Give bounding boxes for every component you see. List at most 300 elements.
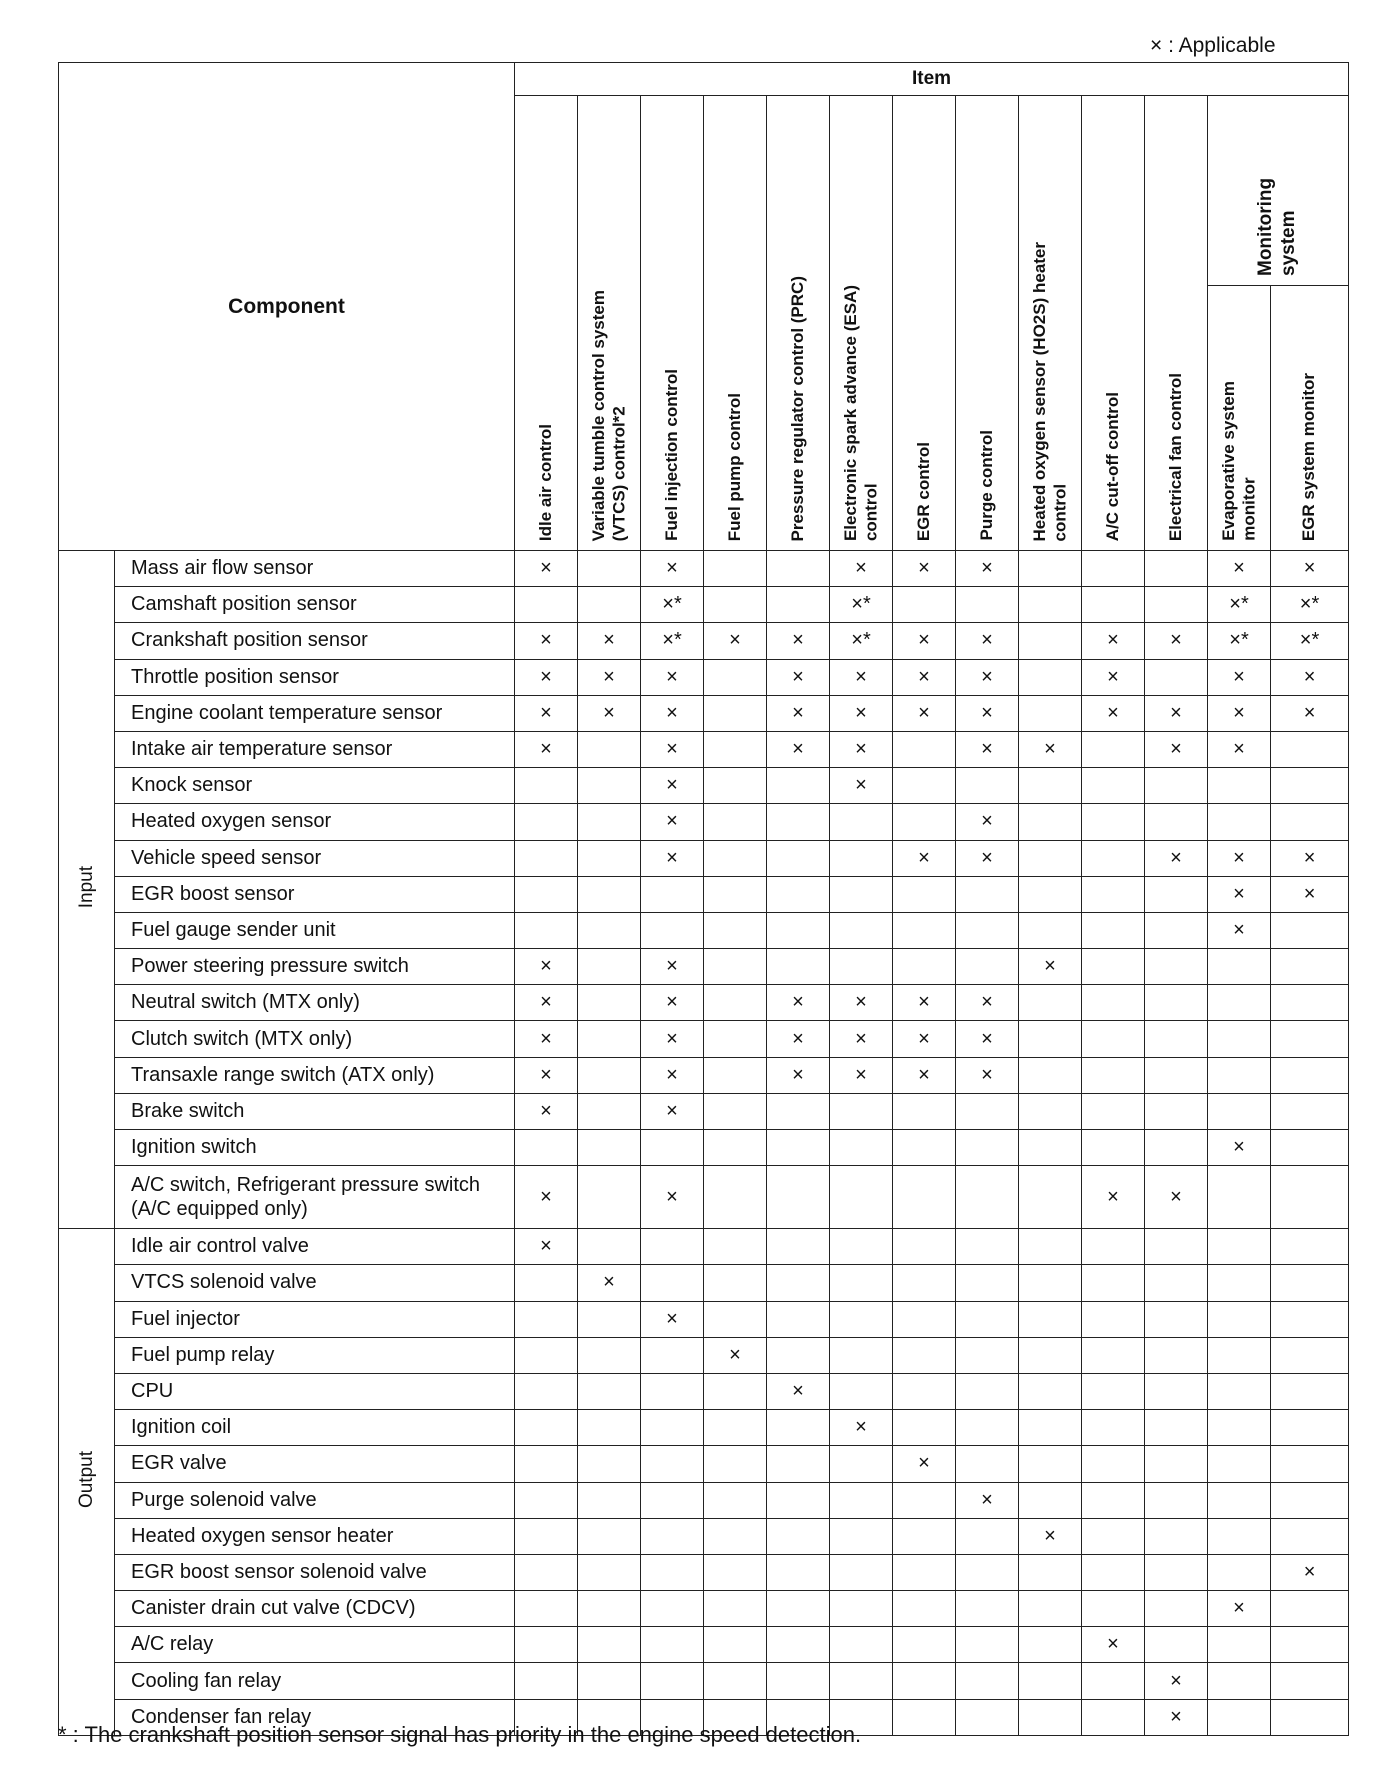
applicability-cell bbox=[956, 1591, 1019, 1627]
applicability-cell: × bbox=[830, 731, 893, 767]
applicability-cell bbox=[1208, 1518, 1271, 1554]
applicability-cell: × bbox=[1208, 912, 1271, 948]
applicability-cell bbox=[893, 912, 956, 948]
applicability-cell bbox=[830, 1373, 893, 1409]
group-label: Input bbox=[75, 865, 97, 909]
applicability-cell bbox=[1145, 1446, 1208, 1482]
applicability-cell bbox=[1145, 659, 1208, 695]
applicability-cell bbox=[1019, 1301, 1082, 1337]
table-row bbox=[59, 1663, 1349, 1699]
applicability-cell bbox=[515, 1554, 578, 1590]
applicability-cell bbox=[1019, 1373, 1082, 1409]
applicability-cell bbox=[1208, 949, 1271, 985]
applicability-cell bbox=[641, 1229, 704, 1265]
applicability-cell bbox=[1082, 1591, 1145, 1627]
applicability-cell bbox=[704, 1021, 767, 1057]
applicability-cell bbox=[956, 1337, 1019, 1373]
applicability-cell bbox=[956, 912, 1019, 948]
column-header-label: A/C cut-off control bbox=[1102, 391, 1122, 541]
applicability-cell bbox=[956, 1093, 1019, 1129]
table-header bbox=[59, 63, 1349, 551]
applicability-cell: × bbox=[893, 1021, 956, 1057]
applicability-cell bbox=[1271, 1410, 1349, 1446]
component-name: Heated oxygen sensor heater bbox=[115, 1518, 515, 1554]
table-row bbox=[59, 1482, 1349, 1518]
applicability-cell bbox=[1145, 1229, 1208, 1265]
applicability-cell bbox=[1271, 804, 1349, 840]
component-name: VTCS solenoid valve bbox=[115, 1265, 515, 1301]
applicability-cell: × bbox=[1082, 623, 1145, 659]
applicability-cell bbox=[1019, 623, 1082, 659]
applicability-cell bbox=[1271, 1627, 1349, 1663]
column-header bbox=[767, 96, 830, 551]
applicability-cell: × bbox=[1271, 1554, 1349, 1590]
applicability-cell: ×* bbox=[1271, 587, 1349, 623]
applicability-cell bbox=[578, 587, 641, 623]
applicability-cell bbox=[1145, 985, 1208, 1021]
table-row bbox=[59, 1130, 1349, 1166]
applicability-cell: × bbox=[1145, 731, 1208, 767]
applicability-cell bbox=[1145, 1591, 1208, 1627]
applicability-cell: × bbox=[893, 623, 956, 659]
applicability-cell: × bbox=[515, 985, 578, 1021]
component-name: Fuel gauge sender unit bbox=[115, 912, 515, 948]
applicability-cell: × bbox=[830, 1021, 893, 1057]
applicability-cell bbox=[1019, 1057, 1082, 1093]
applicability-cell: × bbox=[1145, 623, 1208, 659]
component-name: EGR boost sensor bbox=[115, 876, 515, 912]
table-row bbox=[59, 876, 1349, 912]
monitoring-system-header bbox=[1208, 96, 1349, 286]
applicability-cell: × bbox=[767, 731, 830, 767]
column-header bbox=[1145, 96, 1208, 551]
applicability-cell bbox=[704, 1554, 767, 1590]
component-name: Brake switch bbox=[115, 1093, 515, 1129]
applicability-cell: ×* bbox=[1271, 623, 1349, 659]
applicability-cell bbox=[515, 804, 578, 840]
table-row bbox=[59, 695, 1349, 731]
column-header bbox=[641, 96, 704, 551]
table-row bbox=[59, 1021, 1349, 1057]
applicability-cell: ×* bbox=[641, 587, 704, 623]
applicability-cell bbox=[515, 1627, 578, 1663]
applicability-cell bbox=[767, 1301, 830, 1337]
applicability-cell bbox=[1145, 551, 1208, 587]
applicability-cell bbox=[1019, 1554, 1082, 1590]
applicability-cell bbox=[515, 876, 578, 912]
applicability-cell: × bbox=[641, 731, 704, 767]
applicability-cell bbox=[893, 1518, 956, 1554]
applicability-cell bbox=[515, 1337, 578, 1373]
applicability-cell bbox=[1019, 1410, 1082, 1446]
applicability-cell bbox=[1271, 1265, 1349, 1301]
applicability-cell: × bbox=[578, 659, 641, 695]
applicability-cell bbox=[1208, 1373, 1271, 1409]
applicability-cell bbox=[1019, 1446, 1082, 1482]
applicability-cell bbox=[830, 1130, 893, 1166]
applicability-cell bbox=[956, 1627, 1019, 1663]
applicability-cell bbox=[641, 1446, 704, 1482]
applicability-cell bbox=[830, 876, 893, 912]
applicability-cell bbox=[893, 1554, 956, 1590]
applicability-cell bbox=[704, 1518, 767, 1554]
table-row bbox=[59, 1410, 1349, 1446]
applicability-cell bbox=[1208, 1166, 1271, 1229]
applicability-cell bbox=[893, 1301, 956, 1337]
column-header bbox=[515, 96, 578, 551]
applicability-cell bbox=[767, 1093, 830, 1129]
applicability-cell: × bbox=[893, 840, 956, 876]
component-name: A/C relay bbox=[115, 1627, 515, 1663]
applicability-cell: × bbox=[956, 1482, 1019, 1518]
applicability-cell bbox=[704, 587, 767, 623]
component-name: EGR valve bbox=[115, 1446, 515, 1482]
applicability-cell bbox=[956, 949, 1019, 985]
applicability-cell: × bbox=[1019, 949, 1082, 985]
table-row bbox=[59, 1265, 1349, 1301]
applicability-cell: × bbox=[641, 1021, 704, 1057]
applicability-cell: × bbox=[1208, 1130, 1271, 1166]
applicability-cell bbox=[767, 587, 830, 623]
applicability-cell bbox=[956, 1663, 1019, 1699]
applicability-cell: × bbox=[767, 695, 830, 731]
applicability-cell bbox=[578, 912, 641, 948]
applicability-cell bbox=[1145, 1301, 1208, 1337]
component-name: Vehicle speed sensor bbox=[115, 840, 515, 876]
applicability-cell bbox=[830, 840, 893, 876]
applicability-cell: × bbox=[767, 1021, 830, 1057]
applicability-cell bbox=[704, 659, 767, 695]
component-name: Throttle position sensor bbox=[115, 659, 515, 695]
component-name: Clutch switch (MTX only) bbox=[115, 1021, 515, 1057]
group-label: Output bbox=[75, 1450, 97, 1509]
applicability-cell bbox=[893, 804, 956, 840]
applicability-cell: × bbox=[515, 1093, 578, 1129]
applicability-cell bbox=[767, 1229, 830, 1265]
applicability-cell bbox=[1208, 1699, 1271, 1735]
applicability-cell: × bbox=[1145, 840, 1208, 876]
applicability-cell bbox=[893, 1265, 956, 1301]
component-name: Intake air temperature sensor bbox=[115, 731, 515, 767]
applicability-cell: × bbox=[1208, 551, 1271, 587]
column-header bbox=[704, 96, 767, 551]
applicability-cell bbox=[893, 876, 956, 912]
applicability-cell bbox=[1019, 768, 1082, 804]
applicability-cell bbox=[1208, 1057, 1271, 1093]
applicability-cell bbox=[704, 695, 767, 731]
applicability-cell bbox=[767, 912, 830, 948]
applicability-cell bbox=[830, 912, 893, 948]
applicability-cell bbox=[578, 551, 641, 587]
applicability-cell bbox=[1082, 1518, 1145, 1554]
applicability-cell bbox=[1145, 912, 1208, 948]
applicability-cell bbox=[1208, 1301, 1271, 1337]
applicability-cell bbox=[767, 1265, 830, 1301]
table-row bbox=[59, 1337, 1349, 1373]
applicability-cell bbox=[641, 876, 704, 912]
component-name: Canister drain cut valve (CDCV) bbox=[115, 1591, 515, 1627]
applicability-cell bbox=[704, 1591, 767, 1627]
applicability-cell: × bbox=[641, 659, 704, 695]
applicability-cell: × bbox=[1208, 659, 1271, 695]
applicability-cell bbox=[1019, 1591, 1082, 1627]
applicability-cell bbox=[893, 1229, 956, 1265]
component-name: CPU bbox=[115, 1373, 515, 1409]
applicability-cell: × bbox=[641, 804, 704, 840]
applicability-cell: × bbox=[1082, 659, 1145, 695]
applicability-cell bbox=[641, 1554, 704, 1590]
applicability-cell bbox=[1082, 1554, 1145, 1590]
column-header-label: Electronic spark advance (ESA) control bbox=[840, 284, 880, 541]
table-row bbox=[59, 912, 1349, 948]
applicability-cell bbox=[578, 1229, 641, 1265]
item-header: Item bbox=[515, 63, 1349, 96]
applicability-cell bbox=[1082, 768, 1145, 804]
applicability-cell bbox=[1271, 912, 1349, 948]
applicability-cell bbox=[704, 1627, 767, 1663]
applicability-cell bbox=[1082, 1057, 1145, 1093]
applicability-cell bbox=[1019, 695, 1082, 731]
applicability-cell bbox=[1271, 768, 1349, 804]
applicability-cell: × bbox=[641, 551, 704, 587]
applicability-cell bbox=[1082, 1482, 1145, 1518]
applicability-cell bbox=[1145, 1410, 1208, 1446]
applicability-cell bbox=[956, 1699, 1019, 1735]
applicability-cell bbox=[956, 1301, 1019, 1337]
applicability-cell: × bbox=[830, 659, 893, 695]
applicability-cell: × bbox=[956, 840, 1019, 876]
applicability-cell bbox=[830, 1337, 893, 1373]
applicability-cell bbox=[956, 768, 1019, 804]
applicability-cell bbox=[515, 587, 578, 623]
applicability-cell bbox=[578, 1093, 641, 1129]
applicability-cell bbox=[1082, 949, 1145, 985]
applicability-cell bbox=[1082, 1373, 1145, 1409]
applicability-cell bbox=[641, 1518, 704, 1554]
applicability-cell bbox=[1271, 1482, 1349, 1518]
component-name: Neutral switch (MTX only) bbox=[115, 985, 515, 1021]
applicability-cell: × bbox=[1082, 1627, 1145, 1663]
applicability-cell bbox=[578, 731, 641, 767]
column-header bbox=[1082, 96, 1145, 551]
applicability-cell bbox=[1019, 840, 1082, 876]
component-header: Component bbox=[59, 63, 515, 551]
column-header bbox=[893, 96, 956, 551]
applicability-cell bbox=[578, 949, 641, 985]
applicability-cell bbox=[1208, 1265, 1271, 1301]
applicability-cell bbox=[1019, 876, 1082, 912]
applicability-cell: × bbox=[956, 551, 1019, 587]
column-header-label: Evaporative system monitor bbox=[1218, 381, 1258, 541]
applicability-cell bbox=[704, 731, 767, 767]
component-name: Idle air control valve bbox=[115, 1229, 515, 1265]
applicability-cell bbox=[1208, 768, 1271, 804]
applicability-cell: × bbox=[641, 1057, 704, 1093]
applicability-cell bbox=[1082, 1699, 1145, 1735]
applicability-cell bbox=[641, 912, 704, 948]
applicability-cell: × bbox=[704, 623, 767, 659]
applicability-cell bbox=[1019, 659, 1082, 695]
applicability-cell bbox=[704, 1130, 767, 1166]
applicability-cell bbox=[515, 1301, 578, 1337]
table-row bbox=[59, 587, 1349, 623]
applicability-cell bbox=[1145, 1482, 1208, 1518]
applicability-cell bbox=[956, 587, 1019, 623]
applicability-cell bbox=[1082, 731, 1145, 767]
component-name: Heated oxygen sensor bbox=[115, 804, 515, 840]
monitoring-system-label: Monitoring system bbox=[1255, 177, 1300, 276]
column-header-label: EGR system monitor bbox=[1299, 372, 1319, 541]
applicability-cell: × bbox=[767, 1057, 830, 1093]
applicability-cell bbox=[956, 1554, 1019, 1590]
applicability-cell bbox=[578, 1663, 641, 1699]
applicability-cell bbox=[830, 1627, 893, 1663]
applicability-cell bbox=[893, 731, 956, 767]
applicability-cell bbox=[767, 1446, 830, 1482]
applicability-cell bbox=[1019, 1093, 1082, 1129]
applicability-cell bbox=[893, 1627, 956, 1663]
applicability-cell bbox=[1145, 768, 1208, 804]
column-header bbox=[1208, 286, 1271, 551]
applicability-cell bbox=[1208, 1093, 1271, 1129]
applicability-cell bbox=[1019, 1627, 1082, 1663]
applicability-cell: × bbox=[578, 695, 641, 731]
applicability-cell bbox=[1208, 1627, 1271, 1663]
applicability-cell bbox=[1271, 1337, 1349, 1373]
component-name: Fuel pump relay bbox=[115, 1337, 515, 1373]
applicability-cell: × bbox=[641, 949, 704, 985]
component-name: Ignition switch bbox=[115, 1130, 515, 1166]
table-row bbox=[59, 1093, 1349, 1129]
applicability-cell bbox=[1271, 1093, 1349, 1129]
applicability-cell: × bbox=[956, 1057, 1019, 1093]
applicability-cell bbox=[767, 804, 830, 840]
applicability-cell: × bbox=[1082, 1166, 1145, 1229]
applicability-cell: × bbox=[641, 840, 704, 876]
applicability-cell: × bbox=[641, 1166, 704, 1229]
applicability-cell bbox=[1082, 840, 1145, 876]
applicability-cell bbox=[1271, 949, 1349, 985]
applicability-cell bbox=[767, 1166, 830, 1229]
applicability-cell bbox=[767, 1410, 830, 1446]
applicability-cell: × bbox=[1271, 551, 1349, 587]
applicability-cell bbox=[893, 1591, 956, 1627]
applicability-cell: × bbox=[515, 1021, 578, 1057]
component-name: Crankshaft position sensor bbox=[115, 623, 515, 659]
applicability-cell bbox=[515, 1591, 578, 1627]
applicability-cell bbox=[1145, 1265, 1208, 1301]
applicability-cell bbox=[1019, 1130, 1082, 1166]
applicability-cell bbox=[1019, 551, 1082, 587]
component-name: Transaxle range switch (ATX only) bbox=[115, 1057, 515, 1093]
applicability-cell bbox=[830, 804, 893, 840]
applicability-cell bbox=[830, 1229, 893, 1265]
applicability-cell bbox=[767, 1337, 830, 1373]
applicability-cell bbox=[1082, 1229, 1145, 1265]
applicability-cell bbox=[704, 1229, 767, 1265]
applicability-cell: × bbox=[767, 985, 830, 1021]
applicability-cell bbox=[1145, 1057, 1208, 1093]
table-row bbox=[59, 1057, 1349, 1093]
applicability-cell bbox=[767, 1130, 830, 1166]
applicability-cell: × bbox=[1145, 1166, 1208, 1229]
applicability-cell bbox=[1145, 1554, 1208, 1590]
applicability-cell: × bbox=[1271, 695, 1349, 731]
applicability-cell bbox=[1145, 1627, 1208, 1663]
applicability-cell bbox=[578, 1057, 641, 1093]
column-header-label: Purge control bbox=[976, 430, 996, 541]
applicability-cell bbox=[704, 912, 767, 948]
applicability-cell bbox=[1145, 949, 1208, 985]
applicability-cell bbox=[704, 1093, 767, 1129]
applicability-cell bbox=[956, 1166, 1019, 1229]
applicability-cell bbox=[515, 1518, 578, 1554]
applicability-cell bbox=[704, 1482, 767, 1518]
applicability-cell: × bbox=[956, 1021, 1019, 1057]
column-header-label: Fuel injection control bbox=[661, 369, 681, 541]
applicability-cell bbox=[641, 1373, 704, 1409]
applicability-cell bbox=[1145, 1021, 1208, 1057]
applicability-cell bbox=[1082, 1446, 1145, 1482]
applicability-cell bbox=[893, 1166, 956, 1229]
applicability-cell bbox=[1271, 1021, 1349, 1057]
table-row bbox=[59, 551, 1349, 587]
applicability-cell bbox=[767, 768, 830, 804]
applicability-cell: ×* bbox=[830, 623, 893, 659]
applicability-cell: × bbox=[1271, 840, 1349, 876]
applicability-cell: × bbox=[893, 695, 956, 731]
applicability-cell: × bbox=[515, 695, 578, 731]
applicability-cell: × bbox=[830, 1410, 893, 1446]
applicability-cell bbox=[578, 1627, 641, 1663]
applicability-cell bbox=[1145, 1337, 1208, 1373]
table-row bbox=[59, 1518, 1349, 1554]
column-header-label: EGR control bbox=[913, 441, 933, 541]
applicability-cell bbox=[578, 876, 641, 912]
component-name: Cooling fan relay bbox=[115, 1663, 515, 1699]
applicability-cell: × bbox=[1145, 695, 1208, 731]
applicability-cell bbox=[893, 1093, 956, 1129]
applicability-cell bbox=[1082, 912, 1145, 948]
applicability-cell bbox=[893, 768, 956, 804]
applicability-cell bbox=[578, 1301, 641, 1337]
applicability-cell bbox=[515, 1482, 578, 1518]
applicability-cell bbox=[830, 1663, 893, 1699]
applicability-cell bbox=[830, 1554, 893, 1590]
applicability-cell: × bbox=[1208, 1591, 1271, 1627]
component-name: Purge solenoid valve bbox=[115, 1482, 515, 1518]
applicability-cell: × bbox=[767, 1373, 830, 1409]
applicability-cell bbox=[893, 949, 956, 985]
applicability-cell bbox=[893, 1373, 956, 1409]
applicability-cell: × bbox=[893, 1057, 956, 1093]
table-row bbox=[59, 804, 1349, 840]
applicability-cell bbox=[704, 768, 767, 804]
table-row bbox=[59, 659, 1349, 695]
applicability-cell bbox=[830, 1093, 893, 1129]
applicability-cell bbox=[1019, 1337, 1082, 1373]
applicability-cell bbox=[1082, 876, 1145, 912]
applicability-cell bbox=[956, 1229, 1019, 1265]
applicability-cell bbox=[641, 1591, 704, 1627]
applicability-cell: × bbox=[515, 659, 578, 695]
applicability-cell bbox=[1145, 587, 1208, 623]
component-name: Camshaft position sensor bbox=[115, 587, 515, 623]
applicability-cell bbox=[1271, 985, 1349, 1021]
applicability-cell bbox=[1208, 1229, 1271, 1265]
applicability-cell bbox=[956, 876, 1019, 912]
applicability-cell bbox=[641, 1627, 704, 1663]
